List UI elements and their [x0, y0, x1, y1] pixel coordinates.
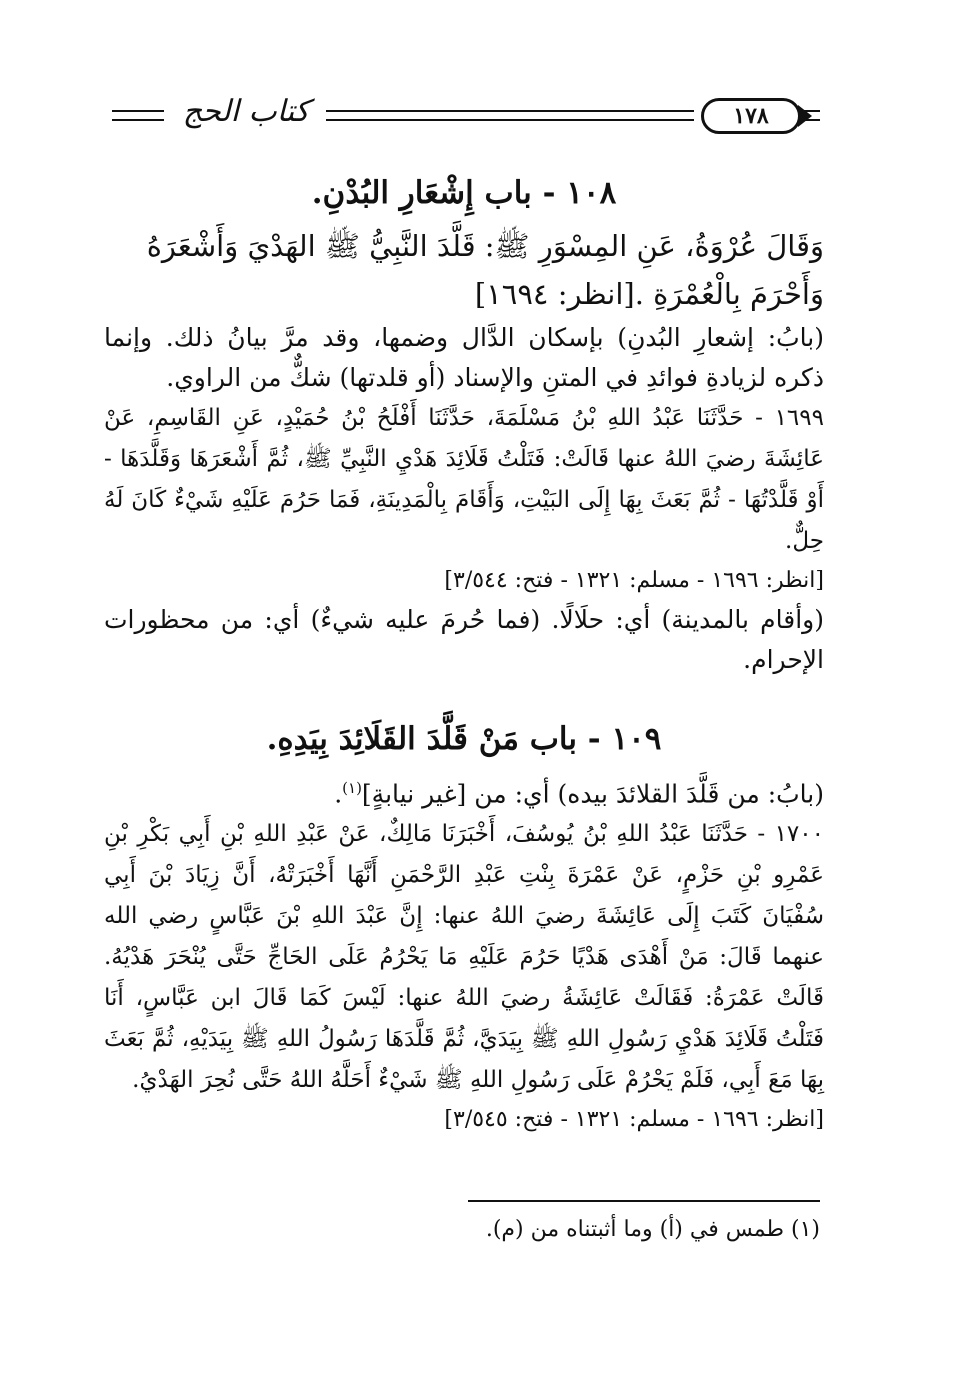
chapter-title-108: ١٠٨ - باب إِشْعَارِ البُدْنِ.: [311, 175, 617, 211]
chapter-title-109: ١٠٩ - باب مَنْ قَلَّدَ القَلَائِدَ بِيَدِهِ.: [266, 721, 662, 757]
hadith-1699-reference: [انظر: ١٦٩٦ - مسلم: ١٣٢١ - فتح: ٣/٥٤٤]: [444, 568, 824, 593]
quote-line-1: وَقَالَ عُرْوَةُ، عَنِ المِسْوَرِ ﷺ: قَلَّدَ النَّبِيُّ ﷺ الهَدْيَ وَأَشْعَرَهُ: [146, 229, 824, 263]
page-body: [104, 160, 824, 1139]
page-header: [108, 88, 822, 148]
commentary-109-text: (بابُ: من قَلَّدَ القلائدَ بيده) أي: من [غير نيابةٍ]: [361, 779, 824, 809]
hadith-1700-reference: [انظر: ١٦٩٦ - مسلم: ١٣٢١ - فتح: ٣/٥٤٥]: [444, 1107, 824, 1133]
footnote-marker: (١): [342, 779, 362, 797]
commentary-109-end: .: [334, 779, 343, 809]
footnote-rule: [468, 1200, 820, 1202]
header-rule-right: [798, 110, 820, 121]
footnote-1: (١) طمس في (أ) وما أثبتناه من (م).: [485, 1217, 820, 1242]
hadith-1699: ١٦٩٩ - حَدَّثَنَا عَبْدُ اللهِ بْنُ مَسْلَمَةَ، حَدَّثَنَا أَفْلَحُ بْنُ حُمَيْدٍ، عَنِ القَاسِمِ، عَنْ عَائِشَةَ رضيَ اللهُ عنها قَالَتْ: فَتَلْتُ قَلَائِدَ هَدْيِ النَّبِيِّ ﷺ، ثُمَّ أَشْعَرَهَا وَقَلَّدَهَا - أَوْ قَلَّدْتُهَا - ثُمَّ بَعَثَ بِهَا إِلَى البَيْتِ، وَأَقَامَ بِالْمَدِينَةِ، فَمَا حَرُمَ عَلَيْهِ شَيْءٌ كَانَ لَهُ حِلٌّ.: [104, 405, 824, 554]
hadith-1700: ١٧٠٠ - حَدَّثَنَا عَبْدُ اللهِ بْنُ يُوسُفَ، أَخْبَرَنَا مَالِكٌ، عَنْ عَبْدِ اللهِ بْنِ أَبِي بَكْرِ بْنِ عَمْرِو بْنِ حَزْمٍ، عَنْ عَمْرَةَ بِنْتِ عَبْدِ الرَّحْمَنِ أَنَّهَا أَخْبَرَتْهُ، أَنَّ زِيَادَ بْنَ أَبِي سُفْيَانَ كَتَبَ إِلَى عَائِشَةَ رضيَ اللهُ عنها: إِنَّ عَبْدَ اللهِ بْنَ عَبَّاسٍ رضي الله عنهما قَالَ: مَنْ أَهْدَى هَدْيًا حَرُمَ عَلَيْهِ مَا يَحْرُمُ عَلَى الحَاجِّ حَتَّى يُنْحَرَ هَدْيُهُ. قَالَتْ عَمْرَةُ: فَقَالَتْ عَائِشَةُ رضيَ اللهُ عنها: لَيْسَ كَمَا قَالَ ابن عَبَّاسٍ، أَنَا فَتَلْتُ قَلَائِدَ هَدْيِ رَسُولِ اللهِ ﷺ بِيَدَيَّ، ثُمَّ قَلَّدَهَا رَسُولُ اللهِ ﷺ بِيَدَيْهِ، ثُمَّ بَعَثَ بِهَا مَعَ أَبِي، فَلَمْ يَحْرُمْ عَلَى رَسُولِ اللهِ ﷺ شَيْءٌ أَحَلَّهُ اللهُ حَتَّى نُحِرَ الهَدْيُ.: [104, 821, 824, 1094]
quote-line-2: وَأَحْرَمَ بِالْعُمْرَةِ .[انظر: ١٦٩٤]: [474, 277, 824, 311]
commentary-108: (بابُ: إشعارِ البُدنِ) بإسكان الدَّال وضمها، وقد مرَّ بيانُ ذلك. وإنما ذكره لزيادةِ فوائدِ في المتنِ والإسناد (أو قلدتها) شكٌّ من الراوي.: [104, 323, 824, 392]
page-number-badge: ١٧٨: [701, 98, 801, 134]
header-rule-middle: [326, 110, 694, 121]
commentary-109: [104, 768, 824, 814]
running-title: كتاب الحج: [182, 94, 310, 129]
commentary-1699: (وأقام بالمدينة) أي: حلَالًا. (فما حُرمَ عليه شيءٌ) أي: من محظورات الإحرام.: [104, 605, 824, 674]
header-rule-left: [112, 110, 164, 121]
